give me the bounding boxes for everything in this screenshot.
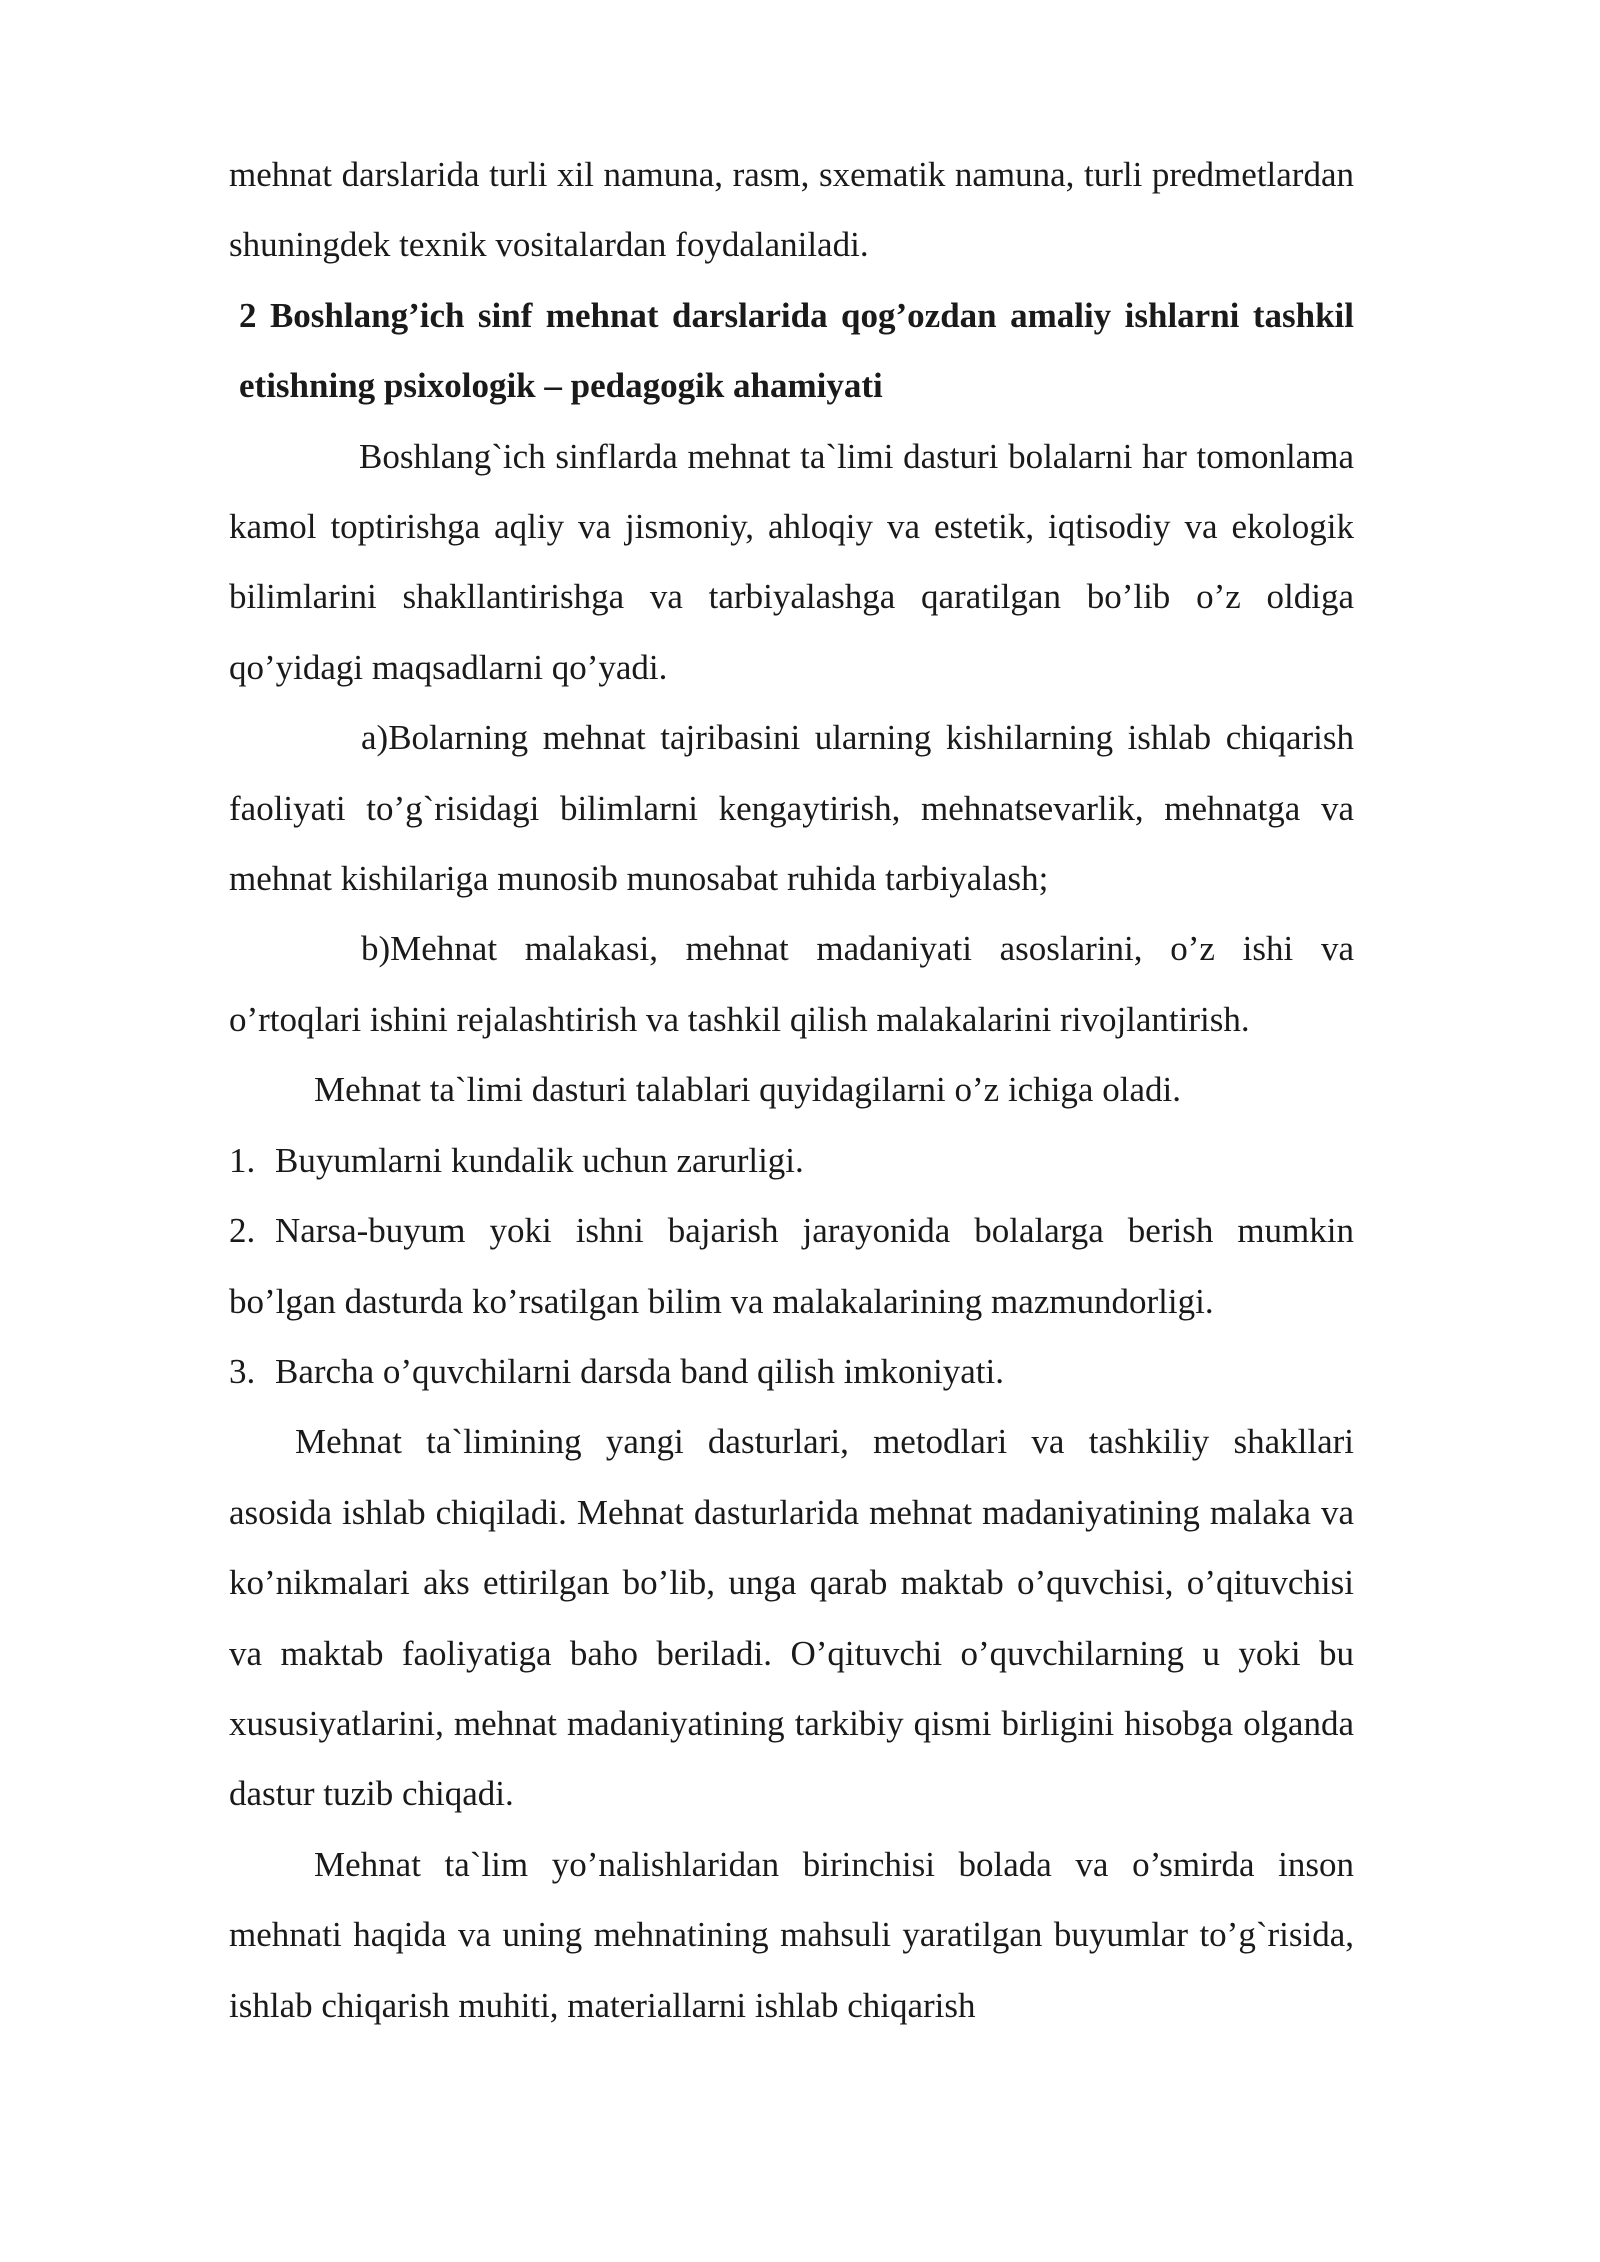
- list-marker: 3.: [229, 1351, 256, 1391]
- numbered-item-2: [229, 1196, 1354, 1337]
- paragraph-requirements-intro: Mehnat ta`limi dasturi talablari quyidagilarni o’z ichiga oladi.: [314, 1070, 1181, 1110]
- list-item-text: Bolarning mehnat tajribasini ularning kishilarning ishlab chiqarish faoliyati to’g`risidagi bilimlarni kengaytirish, mehnatsevarlik, mehnatga va mehnat kishilariga munosib munosabat ruhida tarbiyalash;: [229, 718, 1354, 899]
- list-item-text: Narsa-buyum yoki ishni bajarish jarayonida bolalarga berish mumkin bo’lgan dasturda ko’rsatilgan bilim va malakalarining mazmundorligi.: [229, 1211, 1354, 1321]
- numbered-item-1: [229, 1126, 1354, 1196]
- numbered-item-3: [229, 1337, 1354, 1407]
- document-body: [229, 140, 1354, 2041]
- list-item-text: Barcha o’quvchilarni darsda band qilish imkoniyati.: [275, 1351, 1004, 1391]
- paragraph-new-programs: Mehnat ta`limining yangi dasturlari, metodlari va tashkiliy shakllari asosida ishlab chiqiladi. Mehnat dasturlarida mehnat madaniyatining malaka va ko’nikmalari aks ettirilgan bo’lib, unga qarab maktab o’quvchisi, o’qituvchisi va maktab faoliyatiga baho beriladi. O’qituvchi o’quvchilarning u yoki bu xususiyatlarini, mehnat madaniyatining tarkibiy qismi birligini hisobga olganda dastur tuzib chiqadi.: [229, 1422, 1354, 1814]
- list-marker: 2.: [229, 1211, 256, 1251]
- list-marker: a): [361, 718, 389, 758]
- paragraph-intro: mehnat darslarida turli xil namuna, rasm, sxematik namuna, turli predmetlardan shuningdek texnik vositalardan foydalaniladi.: [229, 155, 1354, 265]
- list-marker: b): [361, 929, 391, 969]
- list-item-b: [229, 914, 1354, 1055]
- paragraph-directions: Mehnat ta`lim yo’nalishlaridan birinchisi bolada va o’smirda inson mehnati haqida va uning mehnatining mahsuli yaratilgan buyumlar to’g`risida, ishlab chiqarish muhiti, materiallarni ishlab chiqarish: [229, 1844, 1354, 2025]
- list-item-text: Buyumlarni kundalik uchun zarurligi.: [275, 1140, 804, 1180]
- paragraph-boshlangich: Boshlang`ich sinflarda mehnat ta`limi dasturi bolalarni har tomonlama kamol toptirishga aqliy va jismoniy, ahloqiy va estetik, iqtisodiy va ekologik bilimlarini shakllantirishga va tarbiyalashga qaratilgan bo’lib o’z oldiga qo’yidagi maqsadlarni qo’yadi.: [229, 436, 1354, 687]
- list-marker: 1.: [229, 1140, 256, 1180]
- list-item-text: Mehnat malakasi, mehnat madaniyati asoslarini, o’z ishi va o’rtoqlari ishini rejalashtirish va tashkil qilish malakalarini rivojlantirish.: [229, 929, 1354, 1039]
- list-item-a: [229, 703, 1354, 914]
- section-heading: 2 Boshlang’ich sinf mehnat darslarida qog’ozdan amaliy ishlarni tashkil etishning psixologik – pedagogik ahamiyati: [239, 295, 1354, 406]
